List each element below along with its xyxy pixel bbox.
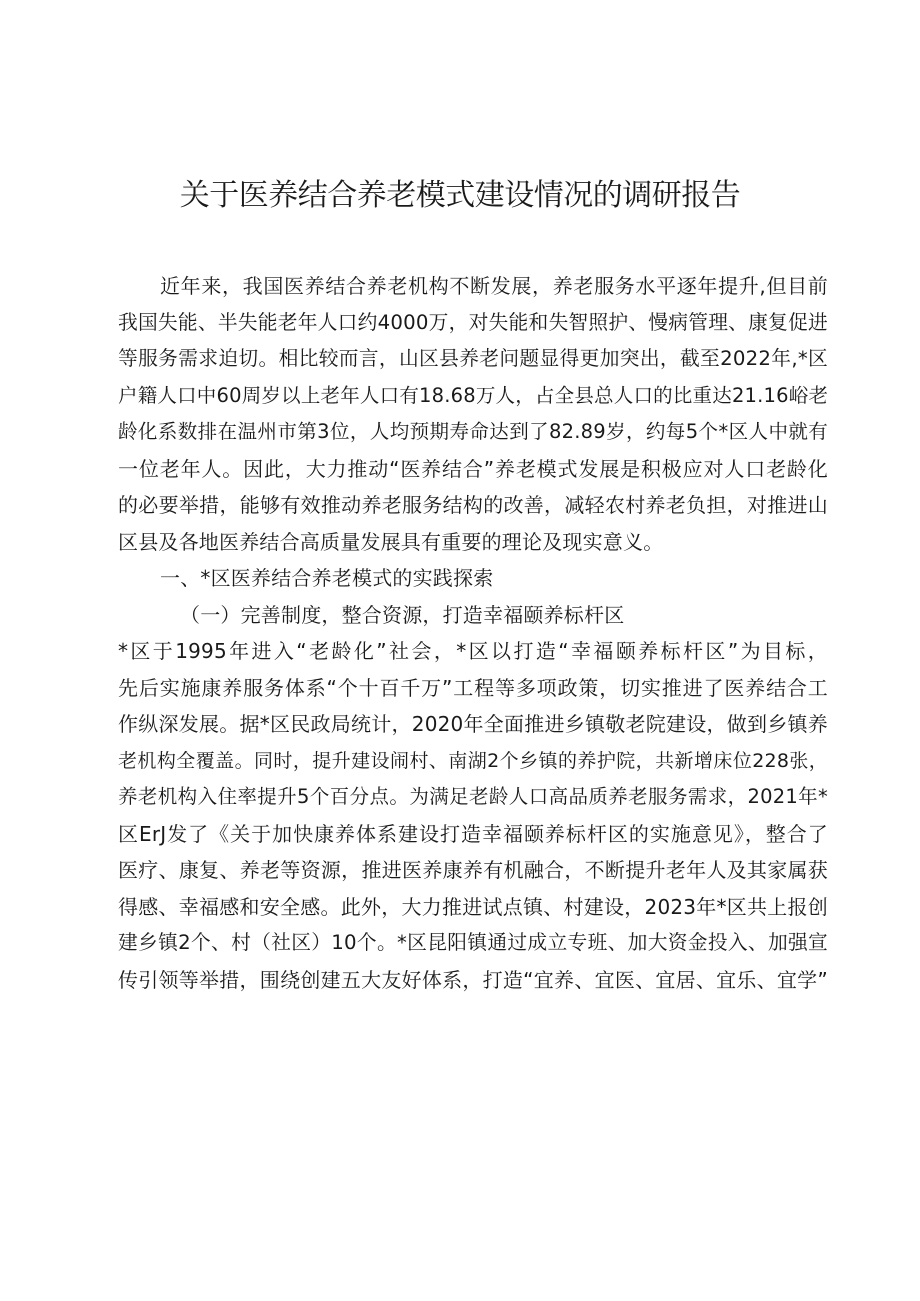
document-body	[118, 268, 828, 998]
paragraph-practice	[118, 633, 828, 998]
text-line: 老机构全覆盖。同时，提升建设闹村、南湖2个乡镇的养护院，共新增床位228张，	[118, 749, 828, 772]
text-line: 作纵深发展。据*区民政局统计，2020年全面推进乡镇敬老院建设，做到乡镇养	[118, 712, 828, 736]
text-line: 传引领等举措，围绕创建五大友好体系，打造“宜养、宜医、宜居、宜乐、宜学”	[118, 967, 828, 992]
text-line: 户籍人口中60周岁以上老年人口有18.68万人，占全县总人口的比重达21.16峪老	[118, 383, 829, 407]
text-line: 龄化系数排在温州市第3位，人均预期寿命达到了82.89岁，约每5个*区人中就有	[118, 420, 828, 443]
text-line: 先后实施康养服务体系“个十百千万”工程等多项政策，切实推进了医养结合工	[118, 675, 828, 700]
text-line: 医疗、康复、养老等资源，推进医养康养有机融合，不断提升老年人及其家属获	[118, 858, 828, 882]
text-line: 等服务需求迫切。相比较而言，山区县养老问题显得更加突出，截至2022年,*区	[118, 347, 828, 370]
text-line: *区于1995年进入“老龄化”社会，*区以打造“幸福颐养标杆区”为目标，	[118, 639, 828, 663]
text-line: 的必要举措，能够有效推动养老服务结构的改善，减轻农村养老负担，对推进山	[118, 493, 828, 517]
text-line: 养老机构入住率提升5个百分点。为满足老龄人口高品质养老服务需求，2021年*	[118, 785, 828, 808]
text-line: 区县及各地医养结合高质量发展具有重要的理论及现实意义。	[118, 529, 664, 554]
text-line: 区ErJ发了《关于加快康养体系建设打造幸福颐养标杆区的实施意见》，整合了	[118, 821, 828, 846]
text-line: 得感、幸福感和安全感。此外，大力推进试点镇、村建设，2023年*区共上报创	[118, 894, 828, 919]
paragraph-intro	[118, 268, 828, 560]
subsection-heading: （一）完善制度，整合资源，打造幸福颐养标杆区	[180, 602, 625, 627]
text-line: 一位老年人。因此，大力推动“医养结合”养老模式发展是积极应对人口老龄化	[118, 456, 828, 481]
text-line: 近年来，我国医养结合养老机构不断发展，养老服务水平逐年提升,但目前	[160, 274, 828, 298]
section-heading: 一、*区医养结合养老模式的实践探索	[160, 566, 494, 590]
text-line: 我国失能、半失能老年人口约4000万，对失能和失智照护、慢病管理、康复促进	[118, 310, 828, 334]
text-line: 建乡镇2个、村（社区）10个。*区昆阳镇通过成立专班、加大资金投入、加强宣	[118, 931, 828, 954]
document-title: 关于医养结合养老模式建设情况的调研报告	[179, 178, 741, 213]
